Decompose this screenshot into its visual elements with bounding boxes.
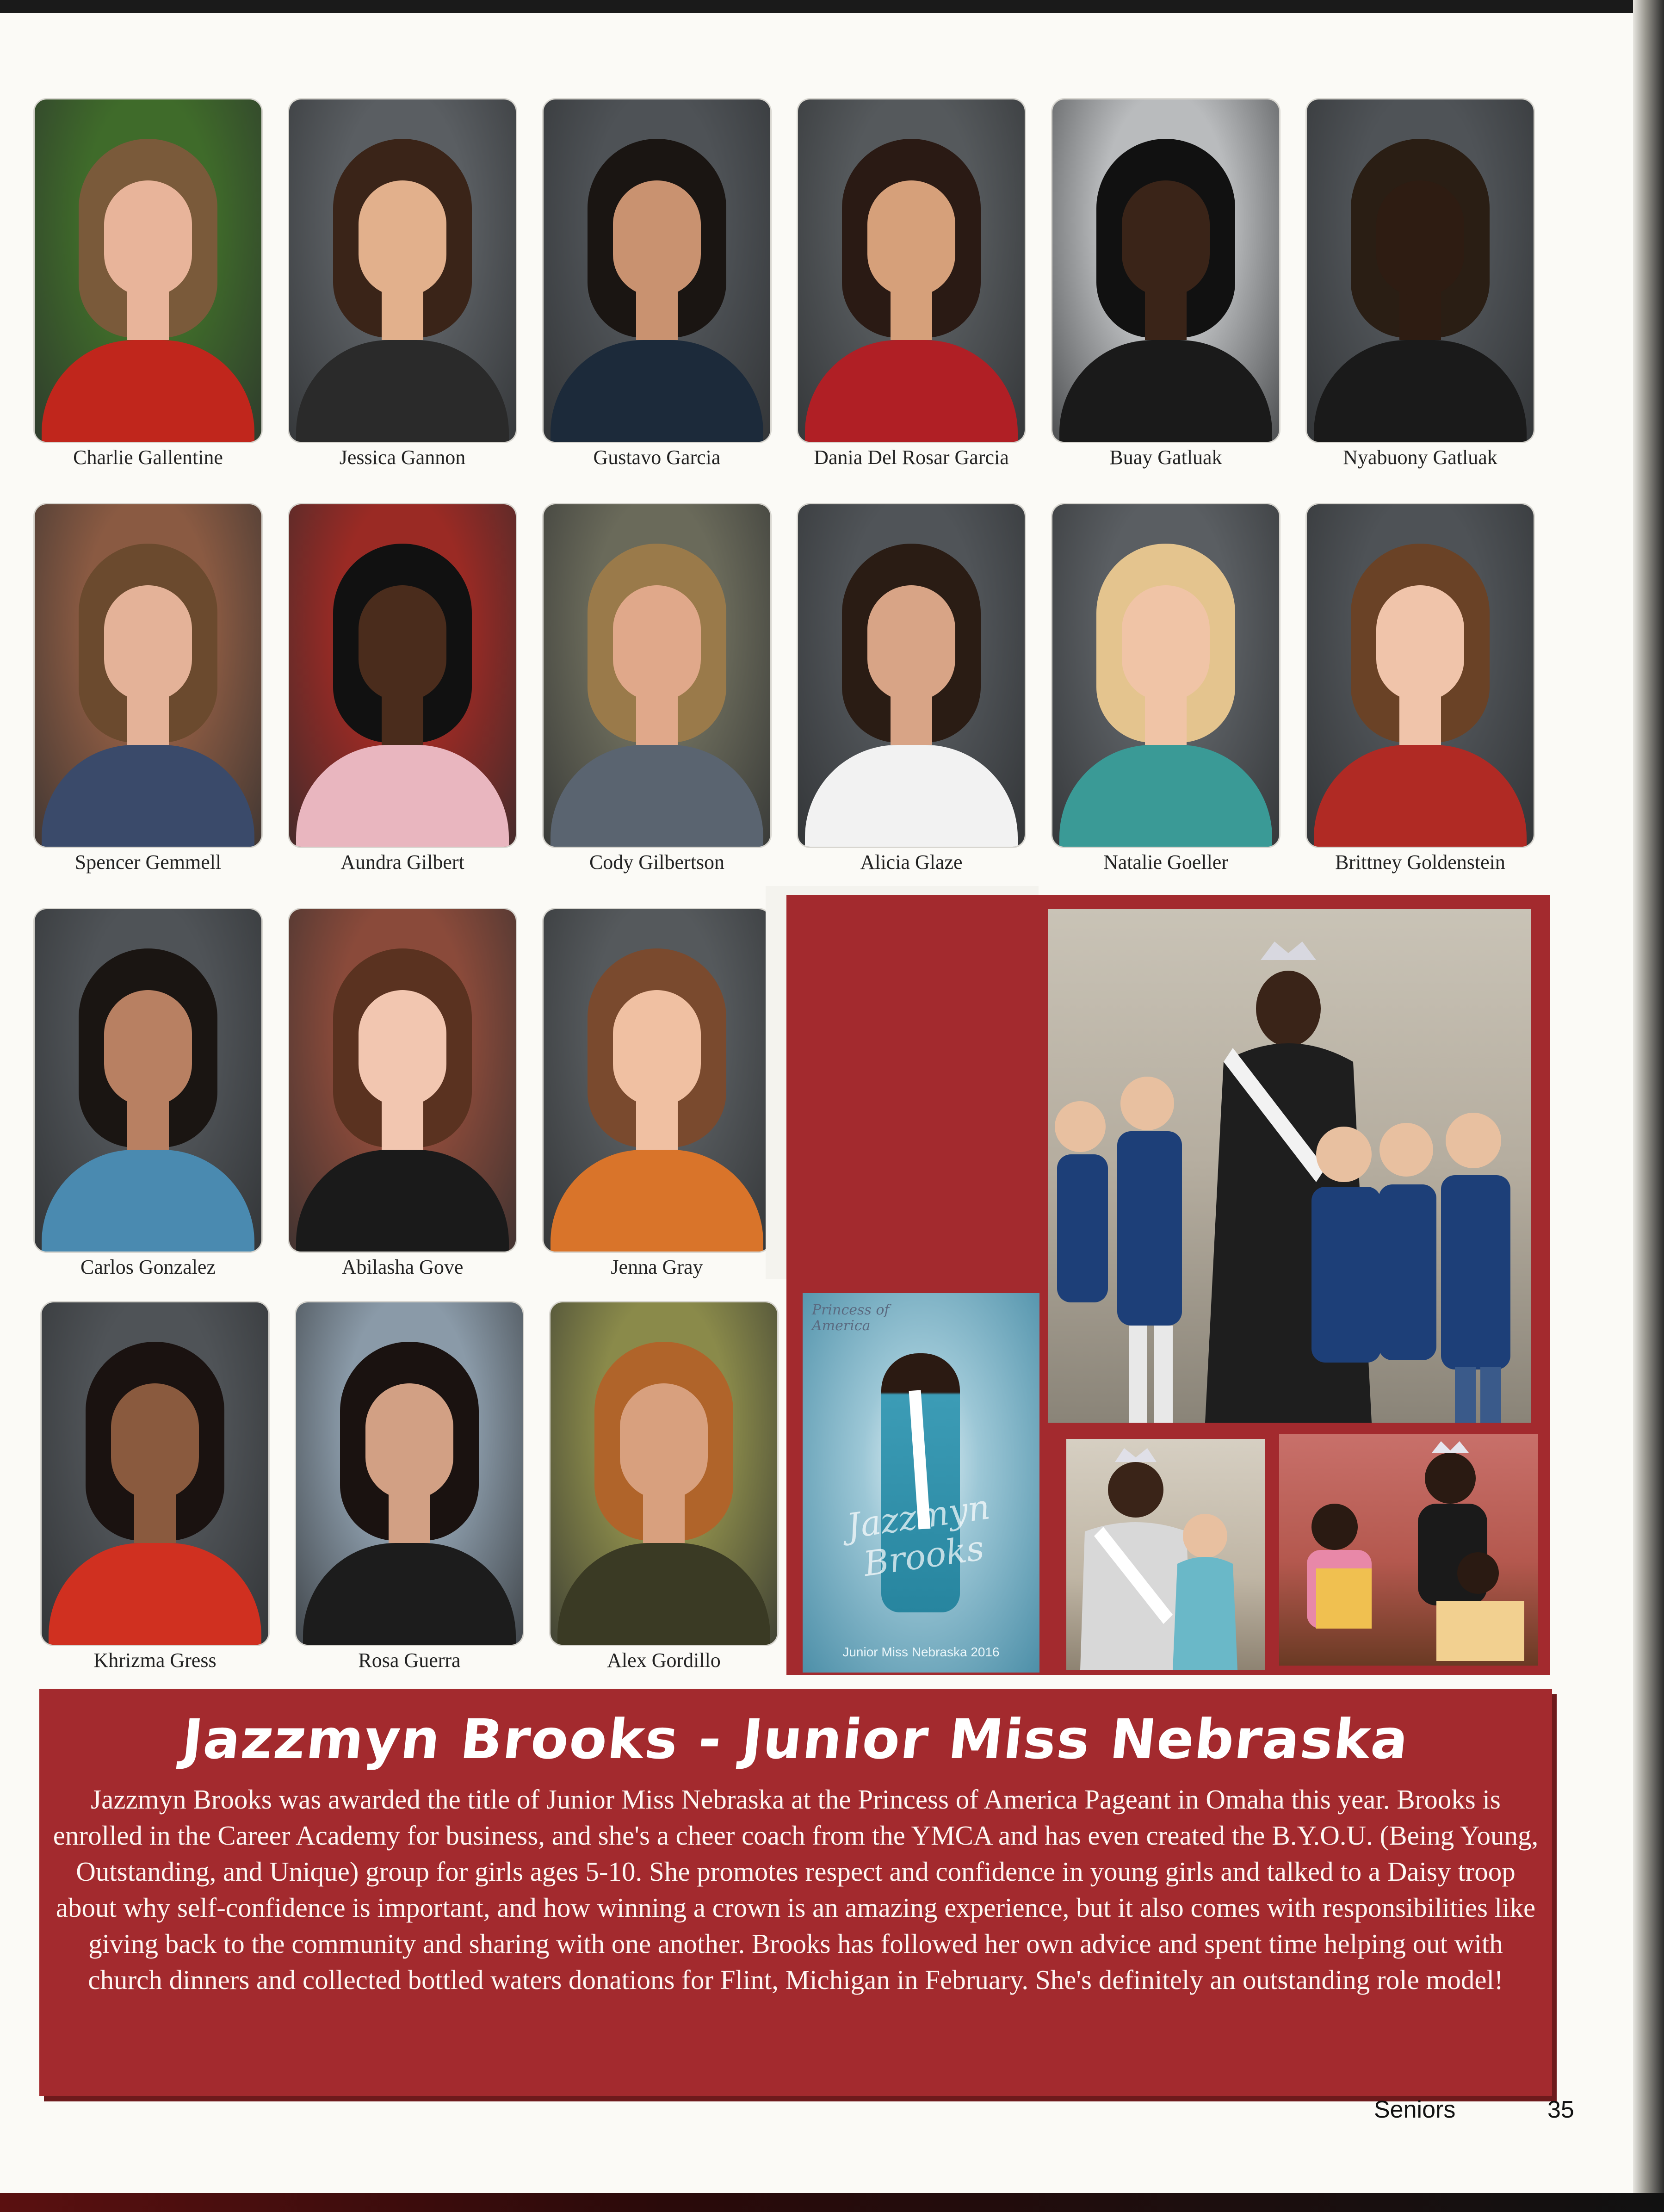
reading-photo [1279,1434,1538,1666]
portrait-photo [544,99,770,442]
senior-portrait [798,504,1025,874]
portrait-photo [544,504,770,847]
portrait-name: Natalie Goeller [1103,851,1228,874]
poster-script-name: Jazzmyn Brooks [844,1487,993,1585]
portrait-name: Alicia Glaze [860,851,963,874]
senior-portrait [35,504,261,874]
portrait-name: Dania Del Rosar Garcia [814,446,1009,469]
portrait-name: Khrizma Gress [93,1649,217,1672]
portrait-photo [35,909,261,1252]
senior-portrait [42,1302,268,1672]
portrait-name: Abilasha Gove [341,1256,464,1278]
portrait-name: Rosa Guerra [358,1649,461,1672]
page-number: 35 [1547,2096,1574,2123]
senior-portrait [296,1302,523,1672]
bottom-strip [0,2193,1664,2212]
page-edge [1633,0,1664,2212]
senior-portrait [1307,99,1534,469]
portrait-photo [35,99,261,442]
portrait-photo [1052,504,1279,847]
portrait-name: Carlos Gonzalez [80,1256,216,1278]
portrait-photo [289,504,516,847]
portrait-photo [289,909,516,1252]
portrait-photo [1052,99,1279,442]
portrait-name: Brittney Goldenstein [1335,851,1505,874]
sash-photo [1066,1439,1265,1670]
senior-portrait [289,99,516,469]
feature-text-panel [39,1689,1552,2096]
feature-body: Jazzmyn Brooks was awarded the title of Junior Miss Nebraska at the Princess of America Pageant in Omaha this year. Brooks is enrolled in the Career Academy for business, and she's a cheer coach from the YMCA and has even created the B.Y.O.U. (Being Young, Outstanding, and Unique) group for girls ages 5-10. She promotes respect and confidence in young girls and talked to a Daisy troop about why self-confidence is important, and how winning a crown is an amazing experience, but it also comes with responsibilities like giving back to the community and sharing with one another. Brooks has followed her own advice and spent time helping out with church dinners and collected bottled waters donations for Flint, Michigan in February. She's definitely an outstanding role model! [53,1784,1539,1995]
portrait-photo [296,1302,523,1645]
portrait-photo [1307,504,1534,847]
portrait-name: Gustavo Garcia [593,446,721,469]
portrait-photo [551,1302,777,1645]
senior-portrait [544,909,770,1279]
portrait-name: Cody Gilbertson [589,851,725,874]
senior-portrait [798,99,1025,469]
portrait-photo [1307,99,1534,442]
portrait-photo [544,909,770,1252]
pageant-poster [803,1293,1039,1673]
portrait-name: Aundra Gilbert [340,851,464,874]
senior-portrait [1307,504,1534,874]
portrait-name: Alex Gordillo [607,1649,721,1672]
portrait-name: Buay Gatluak [1109,446,1222,469]
portrait-name: Jessica Gannon [339,446,466,469]
portrait-name: Nyabuony Gatluak [1343,446,1497,469]
senior-portrait [35,99,261,469]
poster-logo: Princess of America [812,1302,890,1334]
senior-portrait [544,504,770,874]
senior-portrait [35,909,261,1279]
daisy-troop-photo [1048,909,1531,1423]
senior-portrait [551,1302,777,1672]
senior-portrait [1052,99,1279,469]
portrait-name: Charlie Gallentine [73,446,223,469]
senior-portrait [544,99,770,469]
portrait-photo [798,504,1025,847]
senior-portrait [289,909,516,1279]
portrait-photo [289,99,516,442]
senior-portrait [1052,504,1279,874]
portrait-photo [35,504,261,847]
senior-portrait [289,504,516,874]
poster-caption: Junior Miss Nebraska 2016 [842,1645,1000,1659]
portrait-photo [42,1302,268,1645]
portrait-name: Spencer Gemmell [74,851,222,874]
feature-headline: Jazzmyn Brooks - Junior Miss Nebraska [179,1707,1413,1771]
portrait-photo [798,99,1025,442]
portrait-name: Jenna Gray [611,1256,703,1278]
footer-section-label: Seniors [1374,2096,1456,2123]
